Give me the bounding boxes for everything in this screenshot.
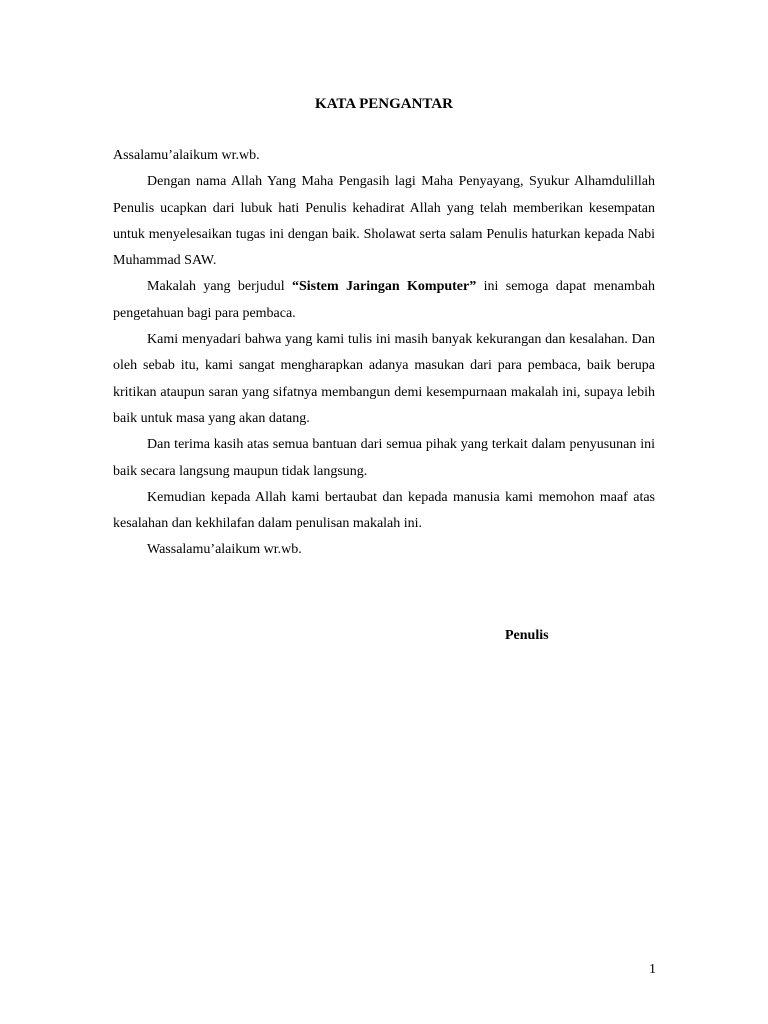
page-title: KATA PENGANTAR — [315, 96, 453, 112]
paper-title-quote: “Sistem Jaringan Komputer” — [291, 279, 477, 295]
greeting-paragraph: Assalamu’alaikum wr.wb. — [113, 148, 260, 163]
document-body — [113, 143, 655, 564]
paragraph-title-after: ini semoga dapat menambah pengetahuan bagi para pembaca. — [113, 279, 655, 321]
paragraph-title-before: Makalah yang berjudul — [147, 279, 292, 295]
paragraph-title-mention — [113, 274, 655, 327]
page-number: 1 — [649, 962, 656, 977]
paragraph-opening: Dengan nama Allah Yang Maha Pengasih lagi Maha Penyayang, Syukur Alhamdulillah Penulis ucapkan dari lubuk hati Penulis kehadirat Allah yang telah memberikan kesempatan untuk menyelesaikan tugas ini dengan baik. Sholawat serta salam Penulis haturkan kepada Nabi Muhammad SAW. — [113, 174, 655, 269]
paragraph-thanks: Dan terima kasih atas semua bantuan dari semua pihak yang terkait dalam penyusunan ini baik secara langsung maupun tidak langsung. — [113, 437, 655, 479]
paragraph-shortcomings: Kami menyadari bahwa yang kami tulis ini masih banyak kekurangan dan kesalahan. Dan oleh sebab itu, kami sangat mengharapkan adanya masukan dari para pembaca, baik berupa kritikan ataupun saran yang sifatnya membangun demi kesempurnaan makalah ini, supaya lebih baik untuk masa yang akan datang. — [113, 332, 655, 426]
paragraph-apology: Kemudian kepada Allah kami bertaubat dan kepada manusia kami memohon maaf atas kesalahan dan kekhilafan dalam penulisan makalah ini. — [113, 489, 655, 532]
signature: Penulis — [505, 628, 549, 643]
closing-paragraph: Wassalamu’alaikum wr.wb. — [147, 542, 302, 558]
